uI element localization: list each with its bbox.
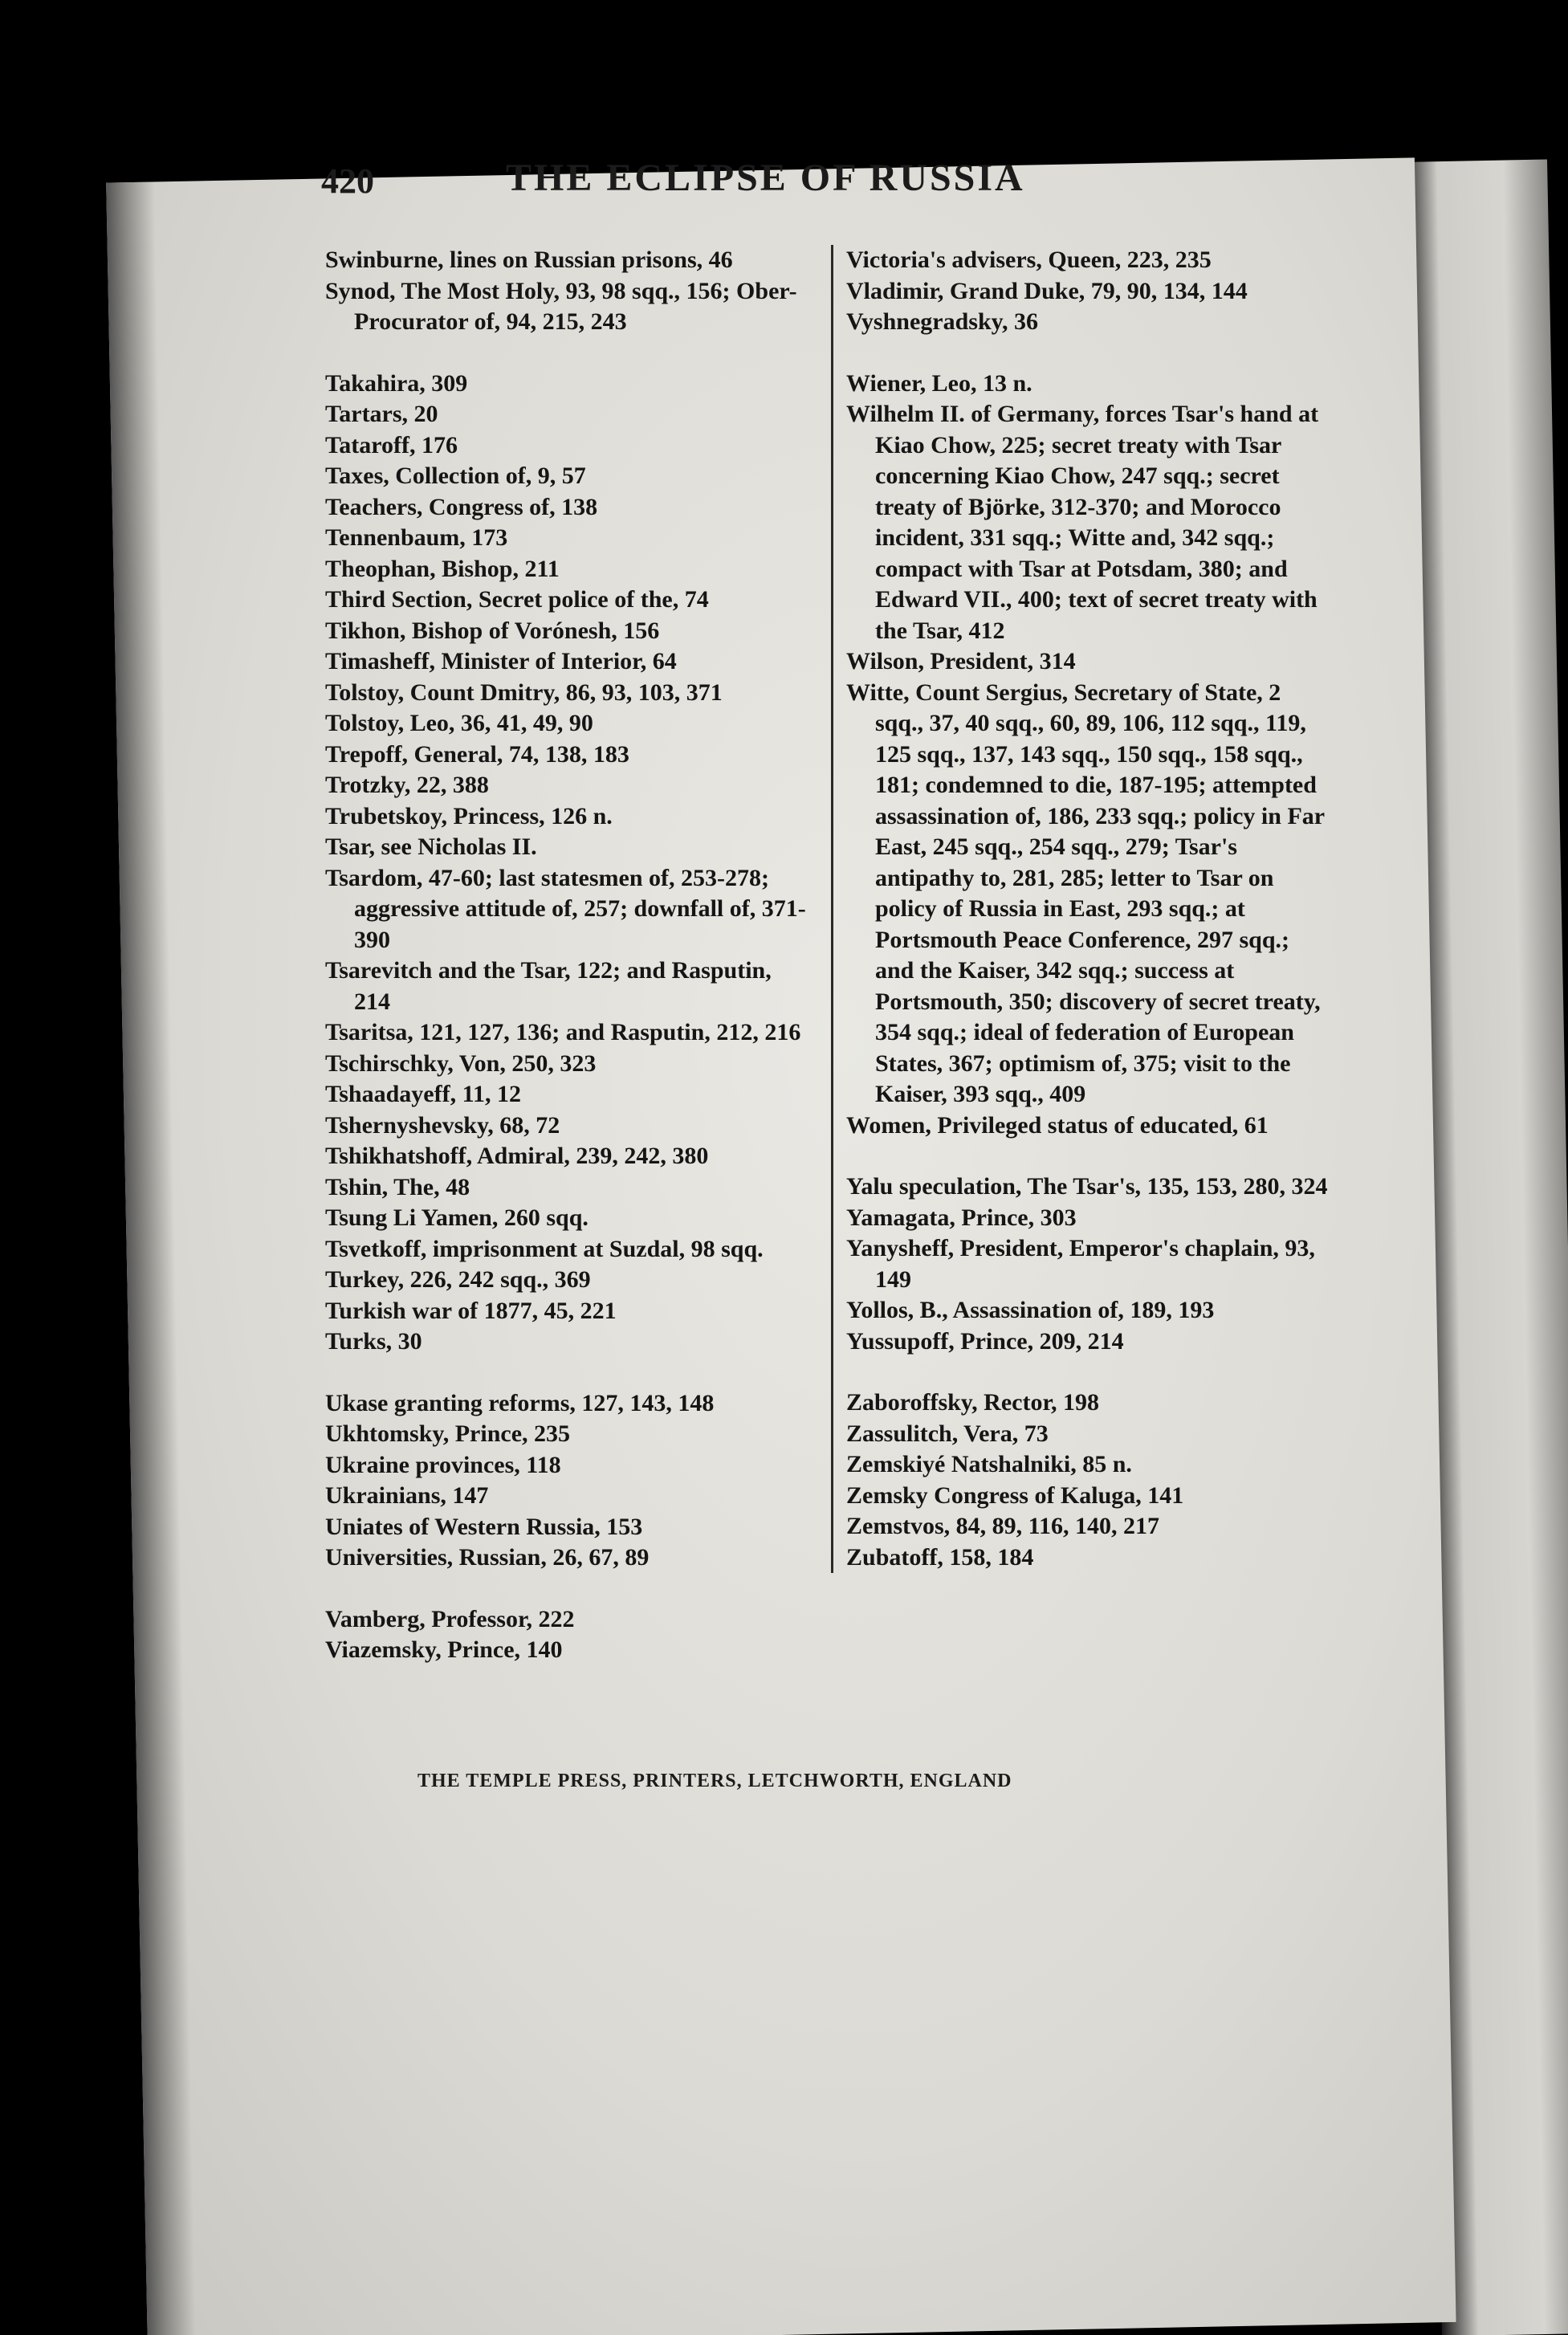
index-entry: Tsvetkoff, imprisonment at Suzdal, 98 sqq. bbox=[325, 1235, 764, 1262]
index-entry: Taxes, Collection of, 9, 57 bbox=[325, 463, 586, 489]
index-entry: Turks, 30 bbox=[325, 1328, 422, 1355]
index-entry: Tsarevitch and the Tsar, 122; and Rasputin, 214 bbox=[325, 957, 772, 1015]
section-gap bbox=[846, 1141, 1328, 1172]
index-entry: Ukrainians, 147 bbox=[325, 1482, 489, 1509]
index-entry: Tolstoy, Leo, 36, 41, 49, 90 bbox=[325, 710, 593, 736]
index-entry: Zaboroffsky, Rector, 198 bbox=[846, 1389, 1099, 1416]
index-entry: Synod, The Most Holy, 93, 98 sqq., 156; Ober-Procurator of, 94, 215, 243 bbox=[325, 277, 797, 335]
index-entry: Ukhtomsky, Prince, 235 bbox=[325, 1420, 571, 1447]
page-number: 420 bbox=[321, 161, 374, 201]
index-entry: Tsar, see Nicholas II. bbox=[325, 833, 537, 860]
index-entry: Uniates of Western Russia, 153 bbox=[325, 1513, 643, 1540]
index-column-left bbox=[325, 245, 807, 1666]
index-entry: Zemskiyé Natshalniki, 85 n. bbox=[846, 1451, 1132, 1477]
index-entry: Tsaritsa, 121, 127, 136; and Rasputin, 212, 216 bbox=[325, 1019, 801, 1045]
index-entry: Teachers, Congress of, 138 bbox=[325, 493, 598, 520]
section-gap bbox=[846, 1357, 1328, 1388]
section-gap bbox=[846, 338, 1328, 369]
index-entry: Turkey, 226, 242 sqq., 369 bbox=[325, 1266, 591, 1293]
index-entry: Vladimir, Grand Duke, 79, 90, 134, 144 bbox=[846, 277, 1248, 304]
index-entry: Universities, Russian, 26, 67, 89 bbox=[325, 1544, 650, 1571]
index-entry: Trotzky, 22, 388 bbox=[325, 772, 489, 798]
index-entry: Wilhelm II. of Germany, forces Tsar's hand at Kiao Chow, 225; secret treaty with Tsar concerning Kiao Chow, 247 sqq.; secret treaty of Björke, 312-370; and Morocco incident, 331 sqq.; Witte and, 342 sqq.; compact with Tsar at Potsdam, 380; and Edward VII., 400; text of secret treaty with the Tsar, 412 bbox=[846, 401, 1319, 644]
page-binding-shadow bbox=[106, 181, 196, 2335]
index-entry: Tataroff, 176 bbox=[325, 431, 458, 458]
index-entry: Tolstoy, Count Dmitry, 86, 93, 103, 371 bbox=[325, 678, 723, 706]
section-gap bbox=[325, 1358, 807, 1388]
index-entry: Zemsky Congress of Kaluga, 141 bbox=[846, 1481, 1184, 1509]
index-entry: Witte, Count Sergius, Secretary of State, 2 sqq., 37, 40 sqq., 60, 89, 106, 112 sqq., 119, 125 sqq., 137, 143 sqq., 150 sqq., 158 sqq., 181; condemned to die, 187-195; attempted assassination of, 186, 233 sqq.; policy in Far East, 245 sqq., 254 sqq., 279; Tsar's antipathy to, 281, 285; letter to Tsar on policy of Russia in East, 293 sqq.; at Portsmouth Peace Conference, 297 sqq.; and the Kaiser, 342 sqq.; success at Portsmouth, 350; discovery of secret treaty, 354 sqq.; ideal of federation of European States, 367; optimism of, 375; visit to the Kaiser, 393 sqq., 409 bbox=[846, 678, 1325, 1107]
index-entry: Takahira, 309 bbox=[325, 369, 468, 397]
section-gap bbox=[325, 1574, 807, 1604]
index-entry: Vyshnegradsky, 36 bbox=[846, 308, 1038, 335]
index-entry: Tshernyshevsky, 68, 72 bbox=[325, 1111, 560, 1139]
index-entry: Trubetskoy, Princess, 126 n. bbox=[325, 802, 613, 829]
index-entry: Tikhon, Bishop of Vorónesh, 156 bbox=[325, 617, 660, 644]
index-entry: Tshin, The, 48 bbox=[325, 1173, 470, 1200]
index-entry: Zubatoff, 158, 184 bbox=[846, 1543, 1034, 1571]
index-entry: Tshikhatshoff, Admiral, 239, 242, 380 bbox=[325, 1143, 709, 1169]
index-entry: Turkish war of 1877, 45, 221 bbox=[325, 1297, 617, 1324]
index-entry: Ukase granting reforms, 127, 143, 148 bbox=[325, 1389, 715, 1416]
index-entry: Tsung Li Yamen, 260 sqq. bbox=[325, 1204, 589, 1231]
index-entry: Zemstvos, 84, 89, 116, 140, 217 bbox=[846, 1513, 1159, 1539]
index-entry: Tshaadayeff, 11, 12 bbox=[325, 1081, 521, 1107]
index-entry: Tsardom, 47-60; last statesmen of, 253-278; aggressive attitude of, 257; downfall of, 371-390 bbox=[325, 864, 806, 953]
index-entry: Ukraine provinces, 118 bbox=[325, 1451, 561, 1478]
index-entry: Viazemsky, Prince, 140 bbox=[325, 1636, 563, 1663]
index-entry: Timasheff, Minister of Interior, 64 bbox=[325, 648, 677, 674]
index-entry: Yussupoff, Prince, 209, 214 bbox=[846, 1327, 1124, 1355]
index-entry: Zassulitch, Vera, 73 bbox=[846, 1420, 1049, 1447]
index-entry: Wiener, Leo, 13 n. bbox=[846, 369, 1032, 397]
index-entry: Tennenbaum, 173 bbox=[325, 524, 508, 551]
index-entry: Trepoff, General, 74, 138, 183 bbox=[325, 740, 629, 768]
index-entry: Yollos, B., Assassination of, 189, 193 bbox=[846, 1297, 1215, 1323]
index-entry: Yalu speculation, The Tsar's, 135, 153, 280, 324 bbox=[846, 1173, 1328, 1200]
index-entry: Wilson, President, 314 bbox=[846, 648, 1076, 674]
index-entry: Swinburne, lines on Russian prisons, 46 bbox=[325, 247, 733, 273]
section-gap bbox=[325, 338, 807, 369]
running-head: THE ECLIPSE OF RUSSIA bbox=[506, 157, 1025, 199]
index-entry: Theophan, Bishop, 211 bbox=[325, 555, 560, 582]
index-entry: Tartars, 20 bbox=[325, 401, 438, 427]
index-entry: Yamagata, Prince, 303 bbox=[846, 1204, 1077, 1231]
index-column-right bbox=[831, 245, 1328, 1573]
index-entry: Tschirschky, Von, 250, 323 bbox=[325, 1049, 597, 1077]
index-entry: Third Section, Secret police of the, 74 bbox=[325, 586, 709, 613]
index-entry: Vamberg, Professor, 222 bbox=[325, 1605, 575, 1632]
index-entry: Victoria's advisers, Queen, 223, 235 bbox=[846, 247, 1212, 273]
printer-imprint: THE TEMPLE PRESS, PRINTERS, LETCHWORTH, ENGLAND bbox=[417, 1771, 1012, 1791]
index-entry: Yanysheff, President, Emperor's chaplain, 93, 149 bbox=[846, 1235, 1315, 1293]
index-entry: Women, Privileged status of educated, 61 bbox=[846, 1111, 1269, 1139]
